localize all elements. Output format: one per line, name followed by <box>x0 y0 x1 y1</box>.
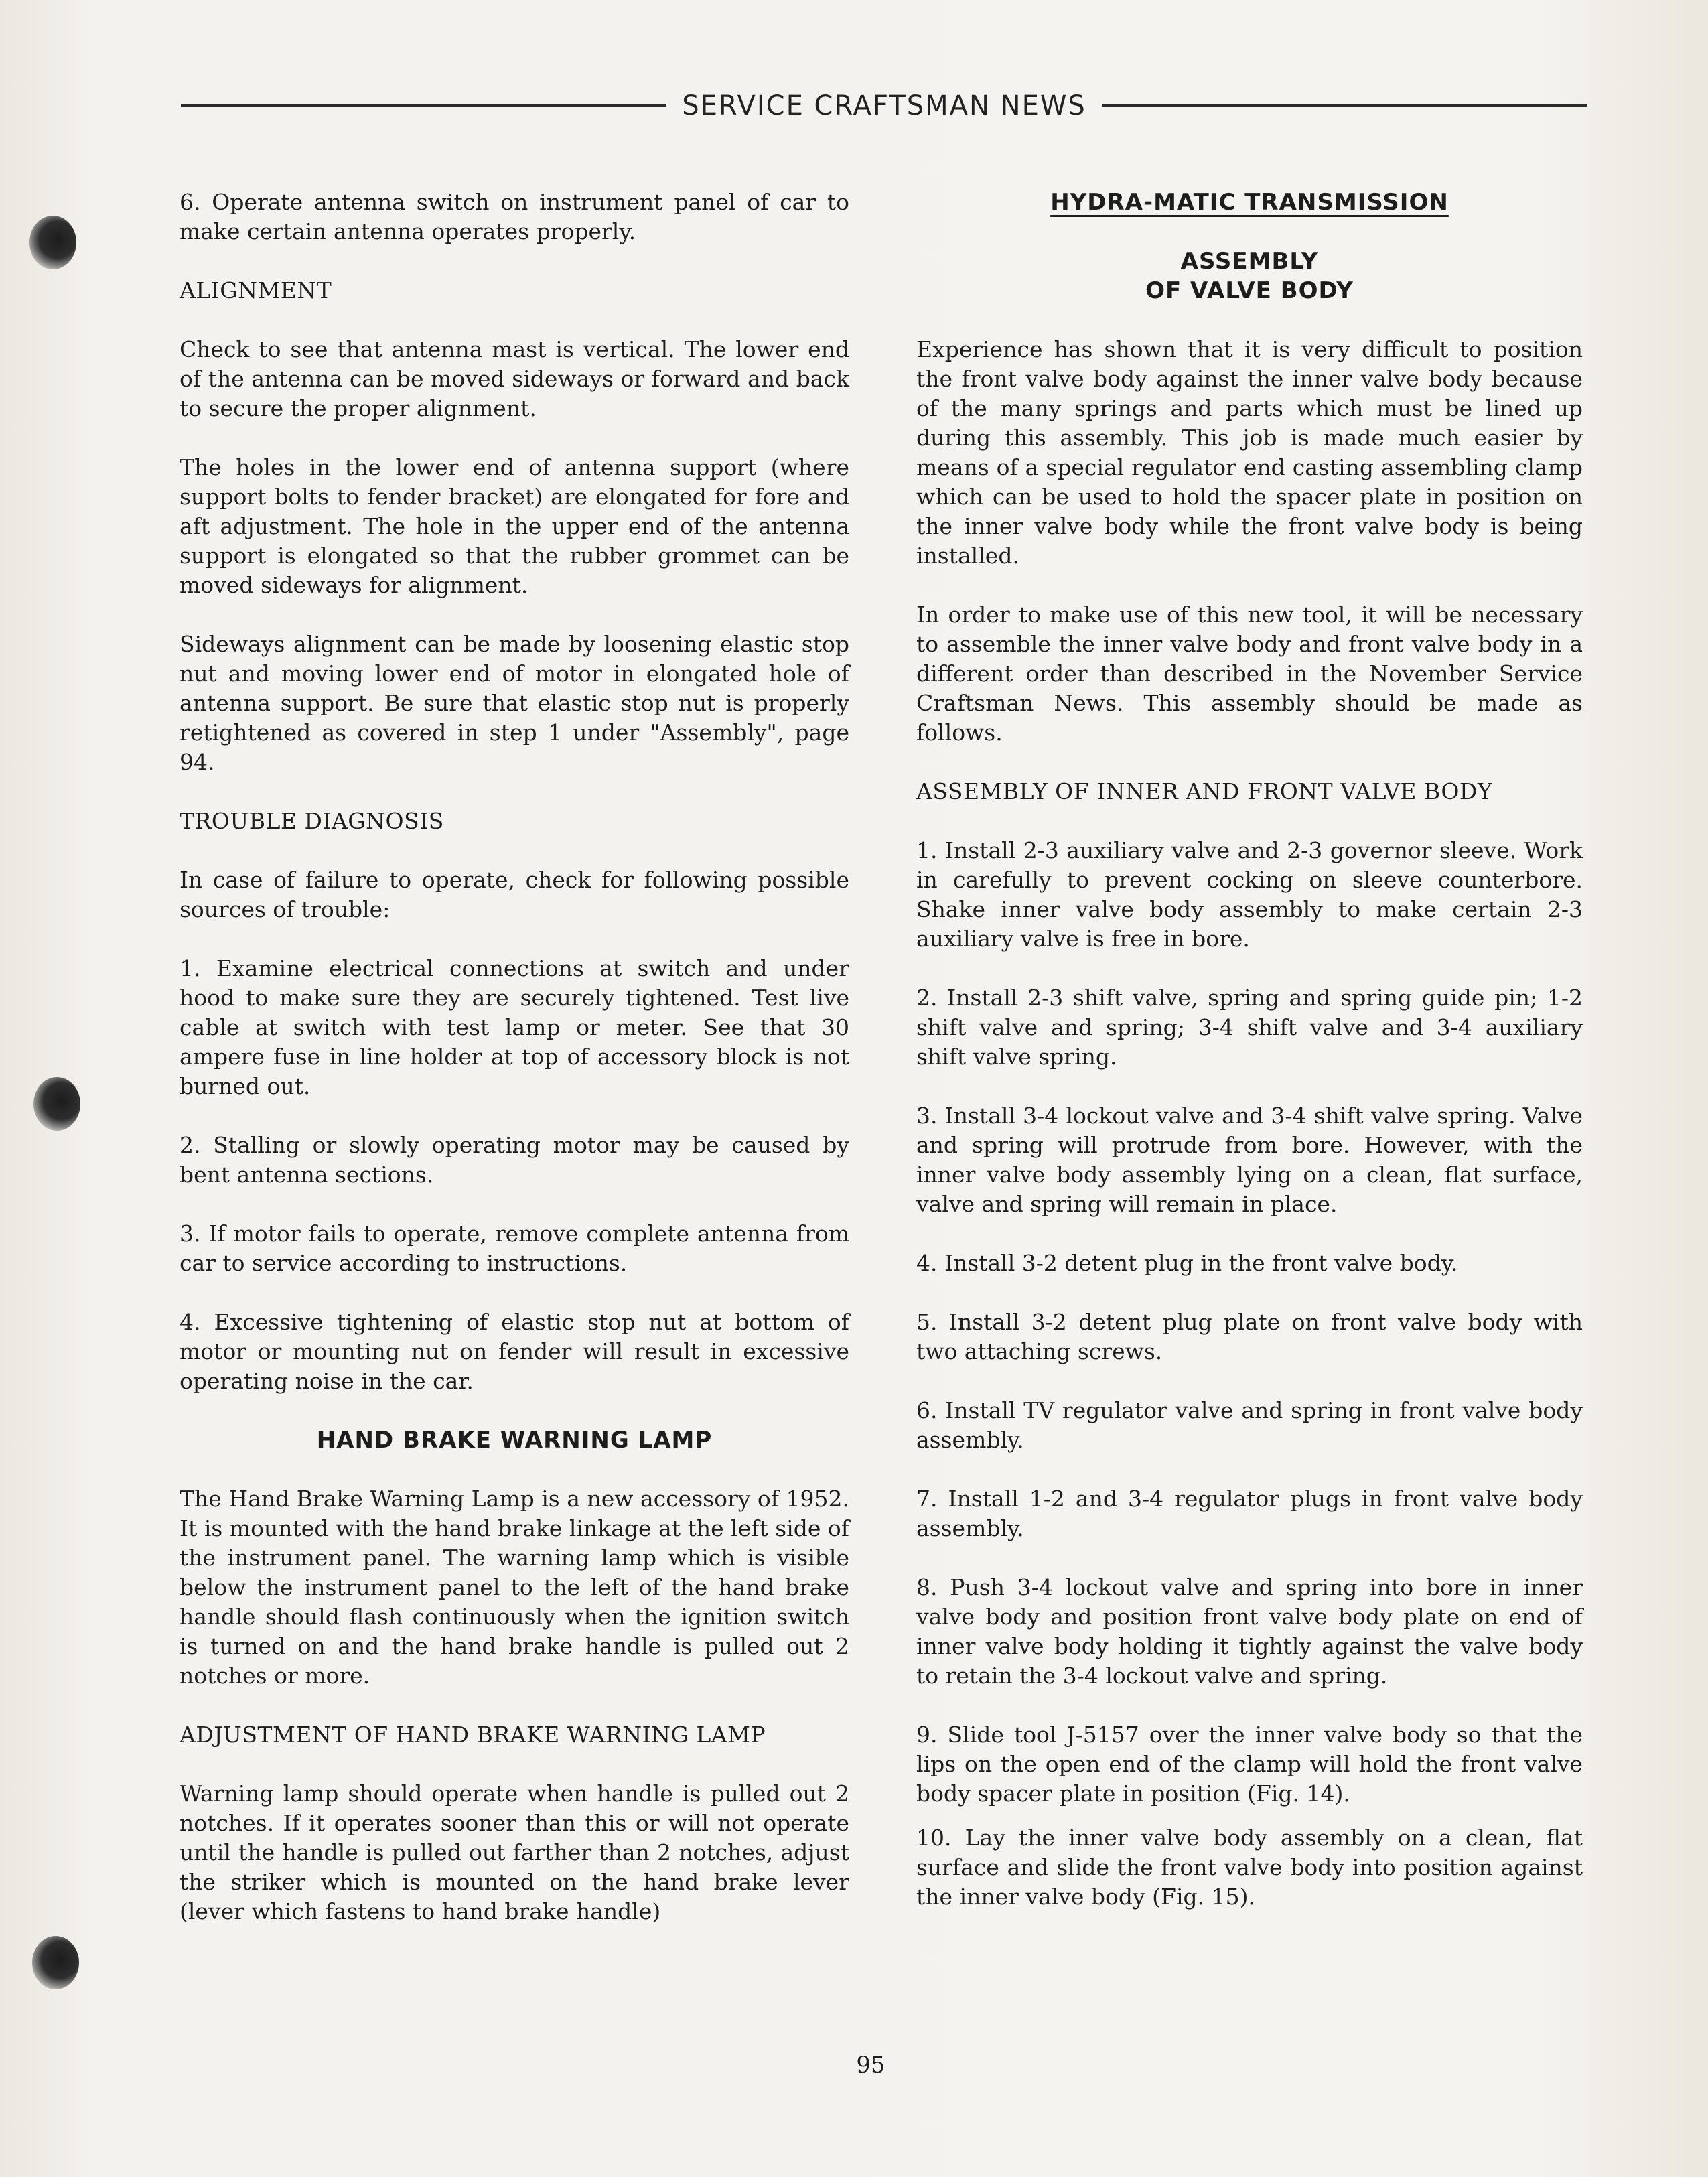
hydra-matic-heading-text: HYDRA-MATIC TRANSMISSION <box>1050 189 1449 216</box>
binder-hole-icon <box>29 216 76 269</box>
right-column <box>916 188 1583 1912</box>
paragraph: In order to make use of this new tool, it will be necessary to assemble the inner valve body and front valve body in a different order than described in the November Service Craftsman News. This assembly should be made as follows. <box>916 602 1583 746</box>
binder-hole-icon <box>33 1077 80 1131</box>
adjustment-heading: ADJUSTMENT OF HAND BRAKE WARNING LAMP <box>180 1722 766 1748</box>
step-item: 10. Lay the inner valve body assembly on a clean, flat surface and slide the front valve body into position against the inner valve body (Fig. 15). <box>916 1825 1583 1910</box>
left-column <box>180 188 849 1926</box>
list-item: 4. Excessive tightening of elastic stop nut at bottom of motor or mounting nut on fender will result in excessive operating noise in the car. <box>180 1309 849 1394</box>
step-item: 5. Install 3-2 detent plug plate on front valve body with two attaching screws. <box>916 1309 1583 1364</box>
page-header <box>181 86 1587 126</box>
alignment-heading: ALIGNMENT <box>180 277 332 303</box>
step-item: 6. Install TV regulator valve and spring in front valve body assembly. <box>916 1397 1583 1453</box>
step-item: 2. Install 2-3 shift valve, spring and spring guide pin; 1-2 shift valve and spring; 3-4 shift valve and 3-4 auxiliary shift valve spring. <box>916 985 1583 1070</box>
paragraph: Check to see that antenna mast is vertical. The lower end of the antenna can be moved sideways or forward and back to secure the proper alignment. <box>180 336 849 421</box>
header-rule-right <box>1102 104 1587 107</box>
trouble-diagnosis-heading: TROUBLE DIAGNOSIS <box>180 808 444 834</box>
step-item: 9. Slide tool J-5157 over the inner valve body so that the lips on the open end of the clamp will hold the front valve body spacer plate in position (Fig. 14). <box>916 1722 1583 1807</box>
hand-brake-heading: HAND BRAKE WARNING LAMP <box>316 1427 713 1454</box>
step-item: 3. Install 3-4 lockout valve and 3-4 shift valve spring. Valve and spring will protrude from bore. However, with the inner valve body assembly lying on a clean, flat surface, valve and spring will remain in place. <box>916 1103 1583 1217</box>
paragraph: The holes in the lower end of antenna support (where support bolts to fender bracket) are elongated for fore and aft adjustment. The hole in the upper end of the antenna support is elongated so that the rubber grommet can be moved sideways for alignment. <box>180 454 849 598</box>
header-rule-left <box>181 104 666 107</box>
assembly-heading-line-2: OF VALVE BODY <box>1145 277 1354 304</box>
page-number: 95 <box>856 2052 885 2079</box>
step-item: 8. Push 3-4 lockout valve and spring into bore in inner valve body and position front valve body plate on end of inner valve body holding it tightly against the valve body to retain the 3-4 lockout valve and spring. <box>916 1574 1583 1689</box>
publication-title: SERVICE CRAFTSMAN NEWS <box>682 90 1086 121</box>
paragraph: The Hand Brake Warning Lamp is a new accessory of 1952. It is mounted with the hand brake linkage at the left side of the instrument panel. The warning lamp which is visible below the instrument panel to the left of the hand brake handle should flash continuously when the ignition switch is turned on and the hand brake handle is pulled out 2 notches or more. <box>180 1486 849 1689</box>
step-item: 7. Install 1-2 and 3-4 regulator plugs in front valve body assembly. <box>916 1486 1583 1541</box>
assembly-heading-line-1: ASSEMBLY <box>1180 248 1319 275</box>
paragraph: Warning lamp should operate when handle is pulled out 2 notches. If it operates sooner than this or will not operate until the handle is pulled out farther than 2 notches, adjust the striker which is mounted on the hand brake lever (lever which fastens to hand brake handle) <box>180 1780 849 1924</box>
paragraph: Experience has shown that it is very difficult to position the front valve body against the inner valve body because of the many springs and parts which must be lined up during this assembly. This job is made much easier by means of a special regulator end casting assembling clamp which can be used to hold the spacer plate in position on the inner valve body while the front valve body is being installed. <box>916 336 1583 569</box>
paragraph: In case of failure to operate, check for following possible sources of trouble: <box>180 867 849 922</box>
list-item: 1. Examine electrical connections at switch and under hood to make sure they are securely tightened. Test live cable at switch with test lamp or meter. See that 30 ampere fuse in line holder at top of accessory block is not burned out. <box>180 955 849 1099</box>
list-item: 2. Stalling or slowly operating motor may be caused by bent antenna sections. <box>180 1132 849 1188</box>
step-item: 1. Install 2-3 auxiliary valve and 2-3 governor sleeve. Work in carefully to prevent cocking on sleeve counterbore. Shake inner valve body assembly to make certain 2-3 auxiliary valve is free in bore. <box>916 837 1583 952</box>
list-item: 3. If motor fails to operate, remove complete antenna from car to service according to instructions. <box>180 1220 849 1276</box>
binder-hole-icon <box>32 1936 79 1989</box>
hydra-matic-heading <box>916 188 1583 217</box>
paragraph: 6. Operate antenna switch on instrument panel of car to make certain antenna operates properly. <box>180 189 849 244</box>
step-item: 4. Install 3-2 detent plug in the front valve body. <box>916 1250 1458 1276</box>
assembly-inner-front-heading: ASSEMBLY OF INNER AND FRONT VALVE BODY <box>916 778 1493 804</box>
paragraph: Sideways alignment can be made by loosening elastic stop nut and moving lower end of motor in elongated hole of antenna support. Be sure that elastic stop nut is properly retightened as covered in step 1 under "Assembly", page 94. <box>180 631 849 775</box>
